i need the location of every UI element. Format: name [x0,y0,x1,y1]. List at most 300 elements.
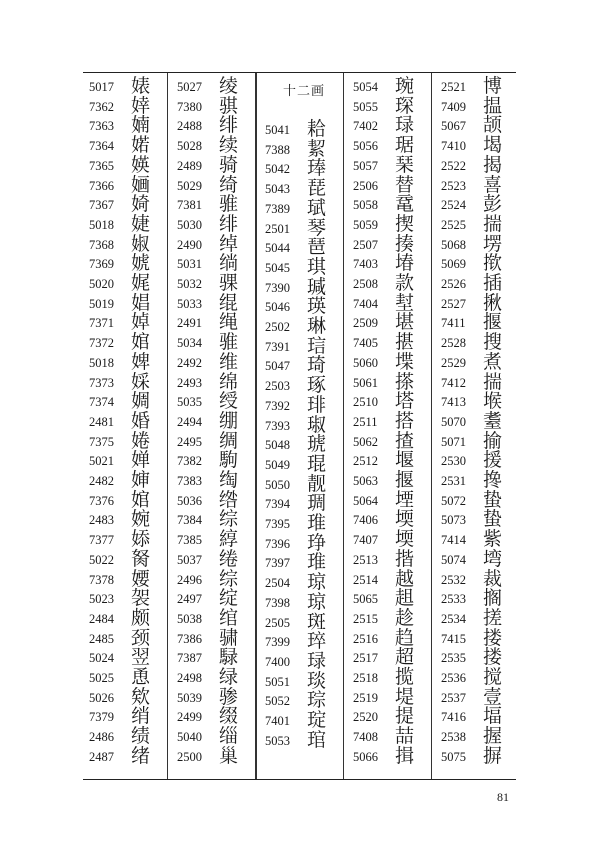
hanzi-character: 婉 [131,508,151,531]
character-code: 2492 [177,355,202,370]
hanzi-character: 婠 [131,331,151,354]
hanzi-character: 婳 [131,173,151,196]
character-code: 7381 [177,198,202,213]
character-code: 7391 [265,339,290,354]
character-code: 5066 [353,749,378,764]
hanzi-character: 婇 [131,370,151,393]
hanzi-character: 婼 [131,134,151,157]
character-code: 5031 [177,257,202,272]
character-code: 5032 [177,277,202,291]
column-divider [431,73,432,779]
hanzi-character: 琼 [307,590,327,613]
hanzi-character: 揸 [395,429,415,452]
character-code: 5050 [265,477,290,492]
hanzi-character: 绡 [131,705,151,728]
character-code: 5053 [265,733,290,748]
character-code: 5033 [177,296,202,311]
character-code: 7376 [89,493,114,508]
character-code: 7414 [441,533,466,548]
character-code: 7373 [89,375,114,390]
character-code: 7365 [89,158,114,173]
hanzi-character: 琱 [307,492,327,515]
hanzi-character: 琢 [307,374,327,397]
hanzi-character: 绿 [219,666,239,688]
character-code: 2483 [89,513,114,528]
hanzi-character: 靓 [307,472,327,495]
character-code: 2520 [353,710,378,725]
character-code: 2498 [177,671,202,685]
character-code: 2533 [441,592,466,607]
hanzi-character: 駒 [219,449,239,472]
hanzi-character: 搁 [483,587,503,610]
character-code: 2508 [353,277,378,291]
hanzi-character: 摒 [483,744,503,767]
hanzi-character: 趋 [395,626,415,649]
character-code: 5020 [89,277,114,291]
character-code: 2482 [89,474,114,488]
character-code: 5038 [177,611,202,626]
hanzi-character: 琪 [307,255,327,278]
hanzi-character: 耋 [483,409,503,432]
hanzi-character: 琨 [307,452,327,475]
hanzi-character: 琰 [307,669,327,692]
character-code: 2538 [441,730,466,745]
hanzi-character: 续 [219,134,239,157]
hanzi-character: 绯 [219,212,239,235]
hanzi-character: 塔 [395,390,415,413]
hanzi-character: 喆 [395,725,415,748]
character-code: 2481 [89,414,114,429]
hanzi-character: 维 [219,350,239,373]
hanzi-character: 绾 [219,606,239,629]
character-code: 5024 [89,651,114,666]
character-code: 5069 [441,257,466,272]
hanzi-character: 婖 [131,528,151,551]
hanzi-character: 婞 [131,94,151,117]
character-code: 7413 [441,395,466,410]
character-code: 7409 [441,99,466,114]
character-code: 7378 [89,572,114,587]
hanzi-character: 绸 [219,429,239,452]
character-code: 2532 [441,572,466,587]
character-code: 7375 [89,434,114,449]
character-code: 7368 [89,237,114,252]
character-code: 5046 [265,300,290,315]
character-code: 5040 [177,730,202,745]
character-code: 5051 [265,674,290,689]
hanzi-character: 绵 [219,370,239,393]
character-code: 7390 [265,280,290,295]
hanzi-character: 绲 [219,291,239,314]
hanzi-character: 搓 [483,606,503,629]
hanzi-character: 琛 [395,94,415,117]
character-code: 2490 [177,237,202,252]
character-code: 7408 [353,730,378,745]
character-code: 5058 [353,198,378,213]
character-code: 7394 [265,497,290,512]
character-code: 5025 [89,671,114,685]
hanzi-character: 绯 [219,114,239,137]
hanzi-character: 搭 [395,409,415,432]
hanzi-character: 骒 [219,272,239,294]
hanzi-character: 琡 [307,413,327,436]
hanzi-character: 斑 [307,610,327,633]
hanzi-character: 琔 [307,709,327,731]
character-code: 5060 [353,355,378,370]
column-divider [167,73,168,779]
character-code: 2527 [441,296,466,311]
character-code: 2517 [353,651,378,666]
character-code: 5048 [265,438,290,453]
hanzi-character: 塄 [483,232,503,255]
character-code: 5042 [265,162,290,177]
hanzi-character: 揪 [483,291,503,314]
character-code: 2500 [177,749,202,764]
character-code: 2524 [441,198,466,213]
hanzi-character: 婍 [131,193,151,216]
hanzi-character: 琹 [395,153,415,176]
hanzi-character: 婤 [131,390,151,413]
hanzi-character: 琫 [307,157,327,180]
character-code: 2493 [177,375,202,390]
character-code: 7384 [177,513,202,528]
hanzi-character: 耠 [307,118,327,140]
character-code: 5041 [265,123,290,137]
hanzi-character: 堛 [483,705,503,728]
hanzi-character: 煮 [483,350,503,373]
hanzi-character: 婹 [131,567,151,590]
character-code: 5055 [353,99,378,114]
hanzi-character: 揕 [395,331,415,354]
hanzi-character: 综 [219,508,239,531]
hanzi-character: 婻 [131,114,151,137]
character-code: 5037 [177,552,202,567]
character-code: 2514 [353,572,378,587]
character-code: 5054 [353,80,378,94]
character-code: 5074 [441,552,466,567]
character-code: 2510 [353,395,378,410]
hanzi-character: 琬 [395,75,415,97]
character-code: 2494 [177,414,202,429]
hanzi-character: 媖 [131,153,151,176]
hanzi-character: 揄 [483,429,503,452]
character-code: 5026 [89,690,114,705]
character-code: 2505 [265,615,290,630]
character-code: 2516 [353,631,378,646]
hanzi-character: 裁 [483,567,503,590]
hanzi-character: 翌 [131,646,151,669]
character-code: 7382 [177,454,202,469]
hanzi-character: 琭 [307,649,327,672]
hanzi-character: 替 [395,173,415,196]
character-code: 7386 [177,631,202,646]
character-code: 7406 [353,513,378,528]
character-code: 7400 [265,654,290,669]
character-code: 2491 [177,316,202,331]
hanzi-character: 騄 [219,646,239,669]
character-code: 2486 [89,730,114,745]
character-code: 5023 [89,592,114,607]
character-code: 7383 [177,474,202,488]
character-code: 2525 [441,217,466,232]
hanzi-character: 娓 [131,272,151,294]
character-code: 2530 [441,454,466,469]
hanzi-character: 綧 [219,528,239,551]
hanzi-character: 越 [395,567,415,590]
character-code: 5043 [265,182,290,197]
hanzi-character: 琴 [307,216,327,239]
hanzi-character: 琵 [307,177,327,200]
hanzi-character: 骑 [219,153,239,176]
hanzi-character: 胬 [131,547,151,570]
hanzi-character: 缁 [219,725,239,748]
character-code: 2509 [353,316,378,331]
hanzi-character: 婥 [131,311,151,334]
section-heading: 十二画 [283,84,326,99]
hanzi-character: 婋 [131,252,151,275]
character-code: 5049 [265,457,290,472]
hanzi-character: 搅 [483,666,503,688]
hanzi-character: 插 [483,272,503,294]
hanzi-character: 袈 [131,587,151,610]
hanzi-character: 颉 [483,114,503,137]
character-code: 2511 [353,414,378,429]
character-code: 5017 [89,80,114,94]
character-code: 2519 [353,690,378,705]
hanzi-character: 骐 [219,94,239,117]
character-code: 7387 [177,651,202,666]
character-code: 7399 [265,635,290,650]
character-code: 2526 [441,277,466,291]
hanzi-character: 揽 [395,666,415,688]
hanzi-character: 巢 [219,744,239,767]
hanzi-character: 揾 [483,94,503,117]
character-code: 7404 [353,296,378,311]
hanzi-character: 堤 [395,685,415,708]
hanzi-character: 婊 [131,75,151,97]
character-code: 5028 [177,139,202,154]
character-code: 7397 [265,556,290,571]
hanzi-character: 恿 [131,666,151,688]
hanzi-character: 紫 [483,528,503,551]
character-code: 5035 [177,395,202,410]
hanzi-character: 趄 [395,587,415,610]
hanzi-character: 琂 [307,334,327,357]
hanzi-character: 握 [483,725,503,748]
character-code: 7377 [89,533,114,548]
hanzi-character: 综 [219,567,239,590]
hanzi-character: 婕 [131,212,151,235]
character-code: 7366 [89,178,114,193]
character-code: 5062 [353,434,378,449]
hanzi-character: 骓 [219,193,239,216]
character-code: 2503 [265,379,290,394]
character-code: 2528 [441,336,466,351]
character-code: 5018 [89,355,114,370]
hanzi-character: 彭 [483,193,503,216]
character-code: 5056 [353,139,378,154]
character-code: 7380 [177,99,202,114]
character-code: 5075 [441,749,466,764]
hanzi-character: 揣 [483,370,503,393]
character-code: 5022 [89,552,114,567]
hanzi-character: 骓 [219,331,239,354]
hanzi-character: 博 [483,75,503,97]
character-code: 5067 [441,119,466,134]
character-code: 7411 [441,316,466,331]
hanzi-character: 喜 [483,173,503,196]
character-code: 5068 [441,237,466,252]
character-code: 7379 [89,710,114,725]
character-code: 2515 [353,611,378,626]
hanzi-character: 绪 [131,744,151,767]
hanzi-character: 琼 [307,571,327,594]
character-code: 2485 [89,631,114,646]
character-code: 7396 [265,536,290,551]
hanzi-character: 瑊 [307,275,327,298]
hanzi-character: 婢 [131,350,151,373]
hanzi-character: 琟 [307,512,327,534]
character-code: 5034 [177,336,202,351]
character-code: 7395 [265,517,290,531]
character-code: 2488 [177,119,202,134]
character-code: 2489 [177,158,202,173]
hanzi-character: 婌 [131,232,151,255]
character-code: 2502 [265,320,290,334]
hanzi-character: 缀 [219,705,239,728]
character-code: 5021 [89,454,114,469]
hanzi-character: 琶 [307,236,327,259]
hanzi-character: 堨 [483,134,503,157]
character-code: 2506 [353,178,378,193]
hanzi-character: 绳 [219,311,239,334]
hanzi-character: 絜 [307,137,327,160]
hanzi-character: 揳 [395,212,415,235]
character-code: 5039 [177,690,202,705]
hanzi-character: 琤 [307,531,327,554]
hanzi-character: 揖 [395,744,415,767]
hanzi-character: 搂 [483,626,503,649]
hanzi-character: 鼋 [395,193,415,216]
hanzi-character: 超 [395,646,415,669]
hanzi-character: 堧 [395,508,415,531]
character-code: 2537 [441,690,466,705]
character-code: 5052 [265,694,290,709]
character-code: 2484 [89,611,114,626]
hanzi-character: 揠 [483,311,503,334]
hanzi-character: 琮 [307,689,327,712]
character-code: 5065 [353,592,378,607]
character-code: 2497 [177,592,202,607]
character-code: 2521 [441,80,466,94]
hanzi-character: 珷 [307,196,327,219]
hanzi-character: 绷 [219,409,239,432]
character-code: 2536 [441,671,466,685]
hanzi-character: 琲 [307,393,327,416]
hanzi-character: 琳 [307,315,327,337]
hanzi-character: 颇 [131,606,151,629]
character-code: 7407 [353,533,378,548]
hanzi-character: 琟 [307,551,327,574]
hanzi-character: 琯 [307,728,327,751]
hanzi-character: 堪 [395,311,415,334]
hanzi-character: 堼 [395,291,415,314]
character-code: 7403 [353,257,378,272]
hanzi-character: 琚 [395,134,415,157]
hanzi-character: 绽 [219,587,239,610]
character-code: 5047 [265,359,290,374]
character-code: 7372 [89,336,114,351]
hanzi-character: 琥 [307,433,327,456]
hanzi-character: 绩 [131,725,151,748]
hanzi-character: 绱 [219,252,239,275]
character-code: 7416 [441,710,466,725]
character-code: 5063 [353,474,378,488]
character-code: 2523 [441,178,466,193]
character-code: 2499 [177,710,202,725]
character-code: 2534 [441,611,466,626]
hanzi-character: 琗 [307,630,327,653]
character-code: 7369 [89,257,114,272]
character-code: 5071 [441,434,466,449]
character-code: 2501 [265,221,290,236]
column-divider [343,73,344,779]
character-code: 7362 [89,99,114,114]
column-divider [255,73,257,779]
character-code: 7392 [265,398,290,413]
character-code: 5059 [353,217,378,232]
character-code: 2513 [353,552,378,567]
hanzi-character: 揩 [395,547,415,570]
page-number: 81 [497,790,509,804]
hanzi-character: 提 [395,705,415,728]
character-code: 2504 [265,576,290,591]
character-code: 7393 [265,418,290,433]
hanzi-character: 骕 [219,626,239,649]
character-code: 2507 [353,237,378,252]
character-code: 5057 [353,158,378,173]
hanzi-character: 绮 [219,173,239,196]
character-code: 7363 [89,119,114,134]
hanzi-character: 婚 [131,409,151,432]
hanzi-character: 壹 [483,685,503,708]
character-code: 2487 [89,749,114,764]
hanzi-character: 揿 [483,252,503,275]
hanzi-character: 搂 [483,646,503,669]
character-code: 5036 [177,493,202,508]
character-code: 5030 [177,217,202,232]
character-code: 5064 [353,493,378,508]
character-code: 2496 [177,572,202,587]
character-code: 7371 [89,316,114,331]
character-code: 7410 [441,139,466,154]
character-table [83,72,516,780]
hanzi-character: 蛰 [483,508,503,531]
character-code: 7401 [265,714,290,728]
character-code: 2512 [353,454,378,469]
hanzi-character: 搜 [483,331,503,354]
character-code: 5061 [353,375,378,390]
hanzi-character: 绻 [219,547,239,570]
hanzi-character: 娼 [131,291,151,314]
hanzi-character: 婶 [131,469,151,491]
character-code: 7388 [265,142,290,157]
character-code: 7402 [353,119,378,134]
character-code: 7389 [265,201,290,216]
hanzi-character: 婠 [131,488,151,511]
character-code: 7364 [89,139,114,154]
hanzi-character: 揣 [483,212,503,235]
